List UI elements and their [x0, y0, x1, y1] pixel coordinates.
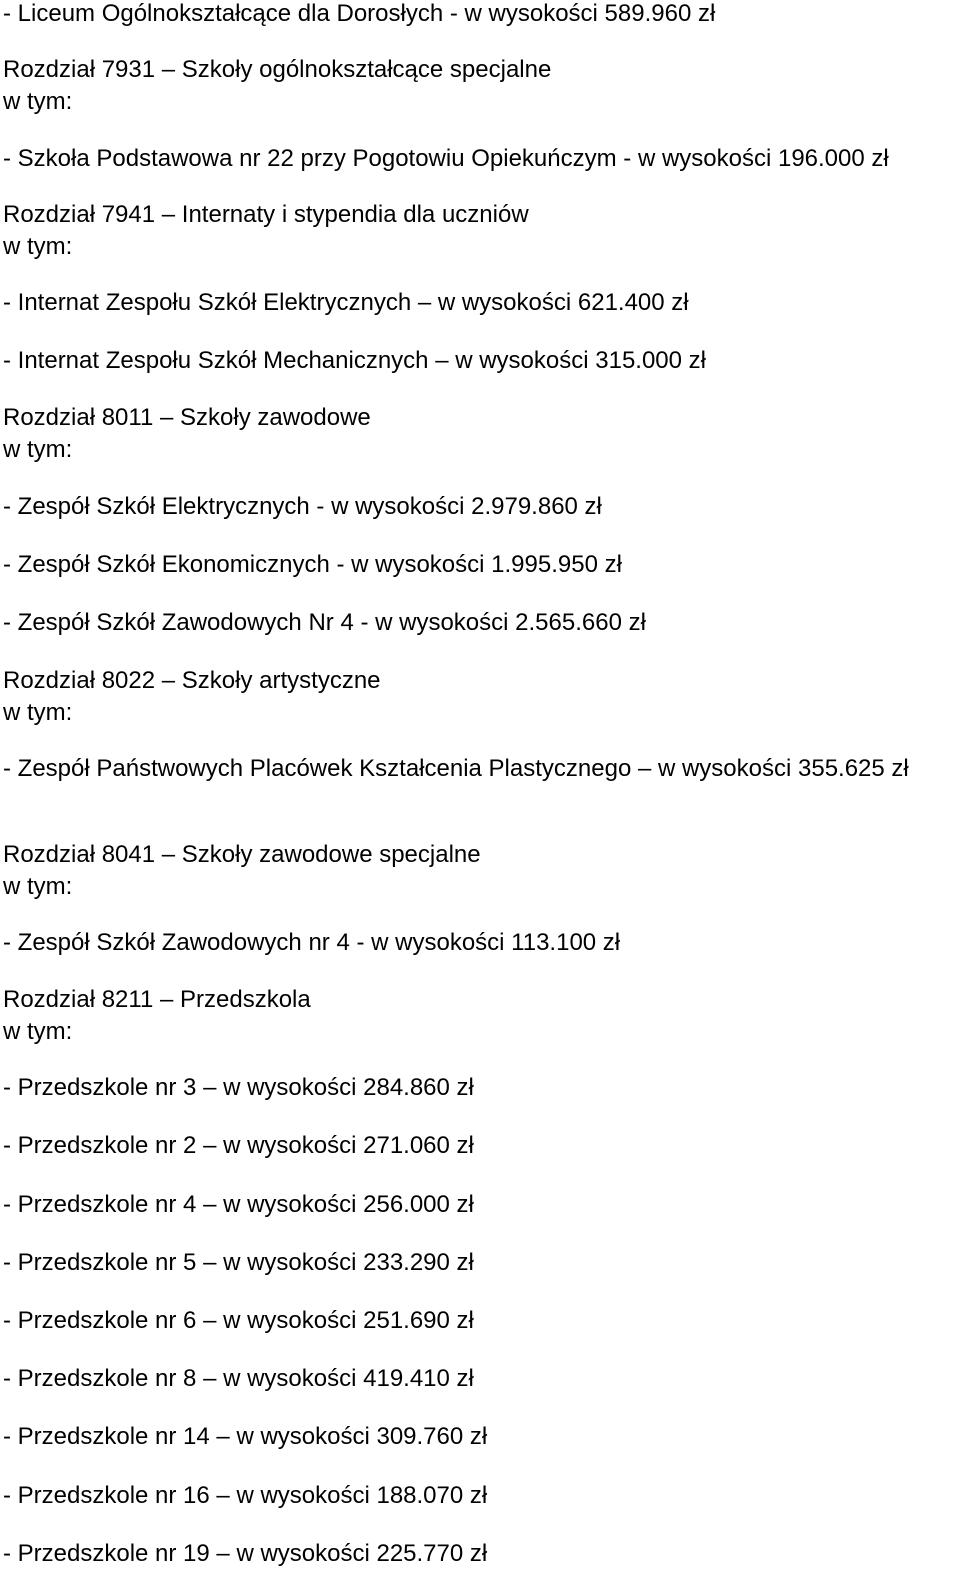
- budget-item-zsz4: - Zespół Szkół Zawodowych Nr 4 - w wysokości 2.565.660 zł: [3, 609, 646, 636]
- chapter-heading-8011: Rozdział 8011 – Szkoły zawodowe: [3, 404, 371, 431]
- chapter-heading-7931: Rozdział 7931 – Szkoły ogólnokształcące specjalne: [3, 56, 552, 83]
- including-label: w tym:: [3, 233, 73, 260]
- budget-item-przedszkole-2: - Przedszkole nr 2 – w wysokości 271.060 zł: [3, 1132, 474, 1159]
- budget-item-zsek: - Zespół Szkół Ekonomicznych - w wysokości 1.995.950 zł: [3, 551, 622, 578]
- budget-item-przedszkole-3: - Przedszkole nr 3 – w wysokości 284.860 zł: [3, 1074, 474, 1101]
- budget-item-szkola-podstawowa-22: - Szkoła Podstawowa nr 22 przy Pogotowiu Opiekuńczym - w wysokości 196.000 zł: [3, 145, 889, 172]
- chapter-heading-8211: Rozdział 8211 – Przedszkola: [3, 986, 311, 1013]
- budget-item-zse: - Zespół Szkół Elektrycznych - w wysokości 2.979.860 zł: [3, 493, 602, 520]
- budget-item-przedszkole-5: - Przedszkole nr 5 – w wysokości 233.290 zł: [3, 1249, 474, 1276]
- chapter-heading-8041: Rozdział 8041 – Szkoły zawodowe specjalne: [3, 841, 481, 868]
- budget-item-zppkp: - Zespół Państwowych Placówek Kształcenia Plastycznego – w wysokości 355.625 zł: [3, 755, 909, 782]
- including-label: w tym:: [3, 873, 73, 900]
- chapter-heading-7941: Rozdział 7941 – Internaty i stypendia dla uczniów: [3, 201, 529, 228]
- budget-item-internat-zsm: - Internat Zespołu Szkół Mechanicznych – w wysokości 315.000 zł: [3, 347, 706, 374]
- including-label: w tym:: [3, 88, 73, 115]
- budget-item-przedszkole-14: - Przedszkole nr 14 – w wysokości 309.760 zł: [3, 1423, 488, 1450]
- budget-item-przedszkole-16: - Przedszkole nr 16 – w wysokości 188.070 zł: [3, 1482, 488, 1509]
- budget-item-zsz4-specjalne: - Zespół Szkół Zawodowych nr 4 - w wysokości 113.100 zł: [3, 929, 621, 956]
- budget-item-internat-zse: - Internat Zespołu Szkół Elektrycznych – w wysokości 621.400 zł: [3, 289, 689, 316]
- budget-item-przedszkole-4: - Przedszkole nr 4 – w wysokości 256.000 zł: [3, 1191, 474, 1218]
- including-label: w tym:: [3, 699, 73, 726]
- including-label: w tym:: [3, 1018, 73, 1045]
- budget-item-przedszkole-19: - Przedszkole nr 19 – w wysokości 225.770 zł: [3, 1540, 488, 1567]
- chapter-heading-8022: Rozdział 8022 – Szkoły artystyczne: [3, 667, 381, 694]
- budget-item-przedszkole-8: - Przedszkole nr 8 – w wysokości 419.410 zł: [3, 1365, 474, 1392]
- budget-item-przedszkole-6: - Przedszkole nr 6 – w wysokości 251.690 zł: [3, 1307, 474, 1334]
- budget-item-liceum: - Liceum Ogólnokształcące dla Dorosłych - w wysokości 589.960 zł: [3, 0, 716, 27]
- including-label: w tym:: [3, 436, 73, 463]
